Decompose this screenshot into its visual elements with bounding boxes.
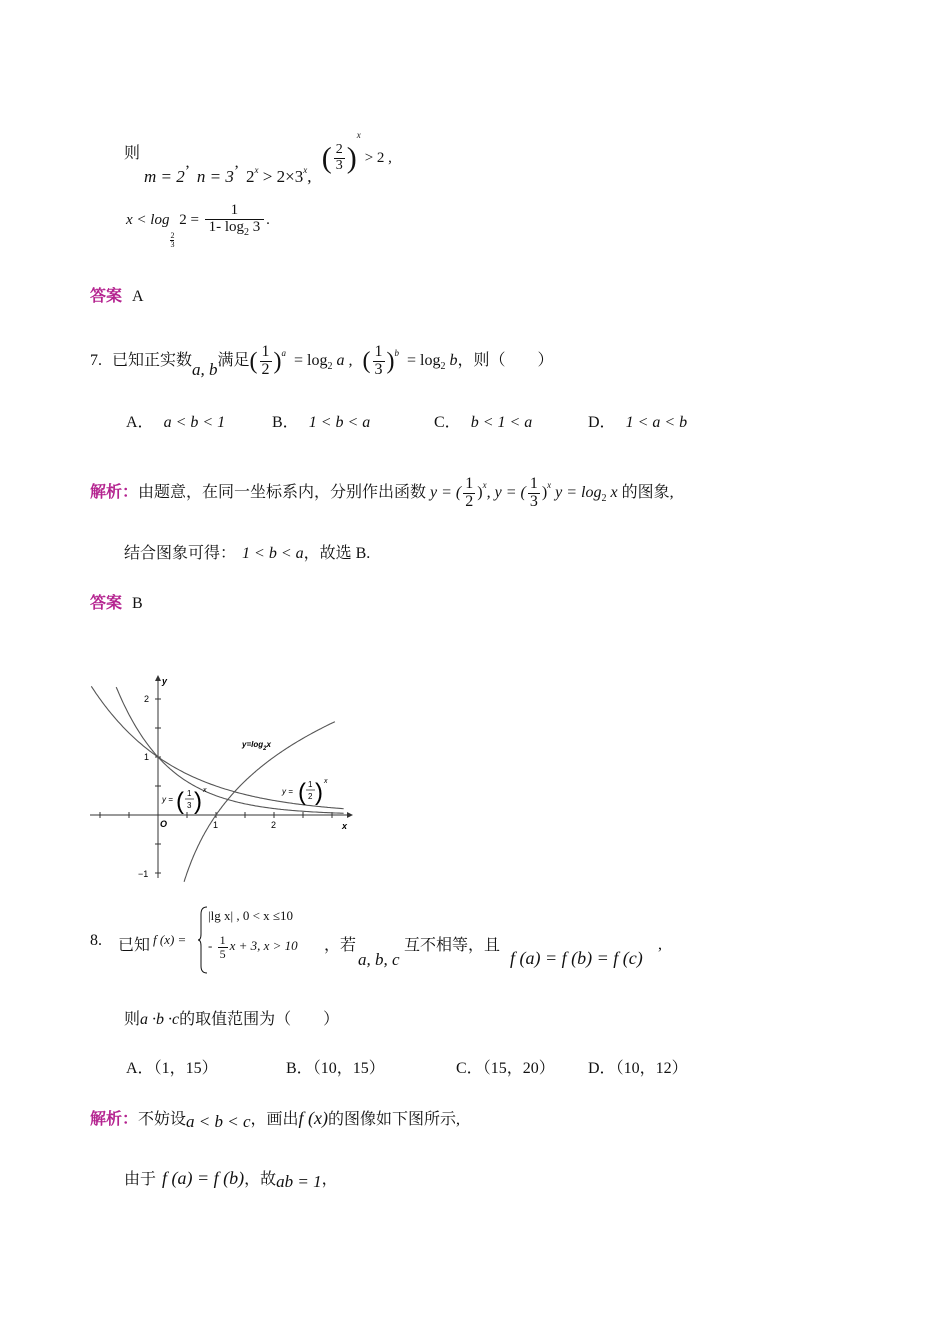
q6-ineq2-rhs: > 2 , bbox=[364, 150, 392, 166]
q7-option-b-label: B． bbox=[272, 414, 299, 431]
q7-eq1-num: 1 bbox=[261, 343, 270, 361]
q7-conclusion-math: 1 < b < a bbox=[242, 545, 304, 562]
q7-eq1-rhs: = log bbox=[290, 352, 328, 369]
q8-option-a[interactable] bbox=[126, 1055, 218, 1078]
q8-stem bbox=[90, 902, 690, 978]
q6-line2-x: x < log bbox=[126, 212, 170, 229]
q7-eq1-rhs-arg: a , bbox=[332, 352, 353, 369]
q6-line1: 则 m = 2’ n = 3’ $2^x > 2\times 3^x$, ( $\frac{2}{3}$ )$^x$ > 2 , bbox=[124, 130, 392, 186]
label-third-den: 3 bbox=[187, 801, 192, 810]
label-half-den: 2 bbox=[308, 792, 313, 801]
q8-number: 8. bbox=[90, 932, 102, 949]
y-tick-2: 2 bbox=[144, 694, 150, 704]
q7-conclusion-end: ，故选 B. bbox=[303, 545, 371, 562]
q8-analysis-text3: 的图像如下图所示, bbox=[328, 1111, 461, 1128]
q7-eq2-num: 1 bbox=[374, 343, 383, 361]
q7-analysis-f2: , y = ( bbox=[486, 484, 526, 501]
q7-answer bbox=[90, 590, 143, 613]
q6-line2 bbox=[126, 203, 270, 249]
q8-option-d[interactable] bbox=[588, 1055, 688, 1078]
q8-line2-end: 的取值范围为（ ） bbox=[179, 1011, 340, 1028]
q7-eq1-rhs-sub: 2 bbox=[327, 361, 333, 372]
q7-eq1-frac bbox=[260, 344, 272, 379]
q7-option-d-label: D． bbox=[588, 414, 616, 431]
q7-option-a-text: a < b < 1 bbox=[163, 414, 226, 431]
q8-analysis bbox=[90, 1106, 460, 1129]
q8-case2 bbox=[208, 934, 298, 960]
q6-ineq1-lhs: 2 bbox=[246, 167, 255, 186]
q6-ineq1-exp2: x bbox=[303, 165, 308, 175]
q6-ineq1-exp: x bbox=[254, 165, 259, 175]
q7-stem-end: ，则（ ） bbox=[457, 352, 554, 369]
q7-option-c-text: b < 1 < a bbox=[470, 414, 533, 431]
q7-option-b-text: 1 < b < a bbox=[308, 414, 371, 431]
svg-text:): ) bbox=[315, 779, 323, 806]
q8-option-b-text: （10，15） bbox=[312, 1060, 385, 1077]
q7-option-a-label: A． bbox=[126, 414, 154, 431]
q6-frac bbox=[334, 143, 345, 173]
q7-option-b[interactable] bbox=[272, 409, 370, 432]
q7-option-c-label: C． bbox=[434, 414, 461, 431]
q7-option-c[interactable] bbox=[434, 409, 532, 432]
q8-line2-prefix: 则 bbox=[124, 1011, 141, 1028]
svg-text:): ) bbox=[194, 788, 202, 815]
q7-eq2-rhs-sub: 2 bbox=[440, 361, 446, 372]
q8-option-d-text: （10，12） bbox=[615, 1060, 688, 1077]
q8-case1: |lg x| , 0 < x ≤10 bbox=[208, 908, 294, 923]
q8-product: a ·b ·c bbox=[140, 1011, 180, 1028]
q8-option-c-label: C． bbox=[456, 1060, 483, 1077]
q7-number: 7. bbox=[90, 352, 102, 369]
q7-conclusion-prefix: 结合图象可得： bbox=[124, 545, 237, 562]
q8-stem-prefix: 已知 bbox=[118, 937, 151, 954]
q8-last-mid: ，故 bbox=[244, 1171, 277, 1188]
q6-frac-exp: x bbox=[356, 130, 361, 140]
svg-text:y=log2x bbox=[241, 740, 271, 752]
q6-m-eq: m = 2 bbox=[144, 167, 185, 186]
q7-analysis-f1-den: 2 bbox=[465, 492, 474, 510]
q8-line2 bbox=[124, 1006, 339, 1029]
q8-option-b-label: B． bbox=[286, 1060, 313, 1077]
origin-label: O bbox=[160, 819, 168, 829]
q7-analysis-f1-exp: x bbox=[482, 480, 487, 490]
q8-case2-den: 5 bbox=[219, 946, 226, 961]
label-half-num: 1 bbox=[308, 780, 313, 789]
label-log-arg: x bbox=[266, 740, 271, 749]
label-half-exp: x bbox=[324, 778, 328, 785]
q8-analysis-text2: ，画出 bbox=[250, 1111, 299, 1128]
y-tick-1: 1 bbox=[144, 752, 150, 762]
q8-option-c[interactable] bbox=[456, 1055, 555, 1078]
q8-analysis-math2: f (x) bbox=[298, 1108, 329, 1128]
q6-log-sub-num: 2 bbox=[170, 231, 175, 241]
q6-line2-arg: 2 = bbox=[175, 212, 203, 229]
label-third-num: 1 bbox=[187, 789, 192, 798]
q7-eq2-frac bbox=[373, 344, 385, 379]
q7-eq2-exp: b bbox=[394, 348, 399, 358]
q6-line2-frac-den-arg: 3 bbox=[249, 218, 261, 235]
label-half bbox=[281, 778, 328, 806]
label-third-prefix: y = bbox=[162, 795, 173, 804]
q7-stem-mid: 满足 bbox=[217, 352, 250, 369]
q6-log-sub-den: 3 bbox=[170, 240, 175, 250]
q7-analysis-f3: y = log bbox=[555, 484, 602, 501]
q7-analysis-f1-num: 1 bbox=[465, 475, 474, 493]
q8-vars: a, b, c bbox=[358, 950, 400, 969]
q7-analysis: 解析：由题意，在同一坐标系内，分别作出函数 y = ( $\frac{1}{2}$ )$^x$, y = ( $\frac{1}{3}$ )$^x$ $y = \log_2 x$ 的图象, bbox=[90, 475, 674, 510]
q6-ineq1-mid: > 2×3 bbox=[258, 167, 304, 186]
q8-option-b[interactable] bbox=[286, 1055, 385, 1078]
q8-stem-mid: ，若 bbox=[324, 937, 357, 954]
q7-vars: a, b bbox=[192, 360, 218, 379]
q7-stem-prefix: 已知正实数 bbox=[112, 352, 193, 369]
q6-answer-value: A bbox=[132, 288, 144, 305]
q7-analysis-end: 的图象, bbox=[621, 484, 674, 501]
x-tick-1: 1 bbox=[213, 820, 219, 830]
q7-eq2-den: 3 bbox=[374, 360, 383, 378]
q8-last-end: ， bbox=[321, 1171, 338, 1188]
q7-eq2-rhs: = log bbox=[403, 352, 441, 369]
q8-analysis-text1: 不妨设 bbox=[138, 1111, 187, 1128]
q8-option-a-text: （1，15） bbox=[153, 1060, 218, 1077]
q8-last-prefix: 由于 bbox=[124, 1171, 157, 1188]
q6-line2-end: . bbox=[266, 212, 270, 229]
q8-last-math2: ab = 1 bbox=[276, 1172, 322, 1191]
q8-last-math: f (a) = f (b) bbox=[162, 1168, 245, 1188]
q7-analysis-f2-num: 1 bbox=[529, 475, 538, 493]
svg-text:(: ( bbox=[298, 779, 306, 806]
q8-option-d-label: D． bbox=[588, 1060, 616, 1077]
q6-line2-frac-den-sub: 2 bbox=[244, 226, 249, 238]
q7-analysis-label: 解析： bbox=[90, 484, 139, 501]
q8-cond-end: , bbox=[658, 936, 662, 953]
q8-case2-pre: - bbox=[208, 938, 216, 954]
q6-line2-frac bbox=[205, 203, 265, 238]
q7-option-d-text: 1 < a < b bbox=[625, 414, 688, 431]
q8-analysis-label: 解析： bbox=[90, 1111, 139, 1128]
q8-brace bbox=[198, 906, 208, 974]
q8-cond: f (a) = f (b) = f (c) bbox=[510, 948, 643, 968]
q6-frac-den: 3 bbox=[335, 157, 343, 173]
q7-stem: 7. 已知正实数a, b满足( $\frac{1}{2}$ )$^a = \log_2 a$ , ( $\frac{1}{3}$ )$^b = \log_2 b$，则（ ） bbox=[90, 343, 554, 379]
q8-last-line bbox=[124, 1166, 338, 1189]
q6-frac-num: 2 bbox=[335, 142, 343, 158]
q8-analysis-math1: a < b < c bbox=[186, 1112, 251, 1131]
q7-analysis-f1: y = ( bbox=[430, 484, 462, 501]
function-graph bbox=[86, 670, 362, 884]
q6-n-eq: n = 3 bbox=[196, 167, 234, 186]
q7-answer-value: B bbox=[132, 595, 143, 612]
q8-option-a-label: A． bbox=[126, 1060, 154, 1077]
label-half-prefix: y = bbox=[282, 787, 293, 796]
q6-line2-frac-den: 1- log bbox=[208, 218, 244, 235]
q8-case2-num: 1 bbox=[219, 933, 226, 947]
q7-option-d[interactable] bbox=[588, 409, 687, 432]
label-third-exp: x bbox=[203, 787, 207, 794]
q6-line2-frac-num: 1 bbox=[205, 203, 265, 220]
label-log-text: y=log bbox=[242, 740, 264, 749]
q7-analysis-f2-den: 3 bbox=[529, 492, 538, 510]
q7-eq1-den: 2 bbox=[261, 360, 270, 378]
q8-option-c-text: （15，20） bbox=[482, 1060, 555, 1077]
x-tick-2: 2 bbox=[271, 820, 277, 830]
q6-answer bbox=[90, 283, 144, 306]
q7-analysis-f3-sub: 2 bbox=[601, 493, 607, 504]
q7-analysis-f3-arg: x bbox=[606, 484, 618, 501]
q7-conclusion bbox=[124, 540, 370, 563]
label-log-sub: 2 bbox=[263, 746, 267, 752]
q6-line1-prefix: 则 bbox=[124, 145, 141, 162]
q7-eq1-exp: a bbox=[281, 348, 287, 358]
q7-option-a[interactable] bbox=[126, 409, 225, 432]
q7-analysis-f2-exp: x bbox=[547, 480, 552, 490]
q7-answer-label: 答案 bbox=[90, 595, 123, 612]
y-tick-neg1: −1 bbox=[138, 869, 149, 879]
q7-analysis-text: 由题意，在同一坐标系内，分别作出函数 bbox=[138, 484, 427, 501]
label-log bbox=[241, 740, 271, 752]
q6-answer-label: 答案 bbox=[90, 288, 123, 305]
x-axis-label: x bbox=[342, 821, 348, 831]
label-third bbox=[161, 787, 207, 815]
svg-text:(: ( bbox=[176, 788, 184, 815]
q8-f-def: f (x) = bbox=[153, 932, 187, 947]
y-axis-label: y bbox=[162, 676, 168, 686]
q8-stem-mid2: 互不相等，且 bbox=[404, 937, 501, 954]
q7-eq2-rhs-arg: b bbox=[445, 352, 458, 369]
q8-case2-post: x + 3, x > 10 bbox=[229, 938, 298, 954]
